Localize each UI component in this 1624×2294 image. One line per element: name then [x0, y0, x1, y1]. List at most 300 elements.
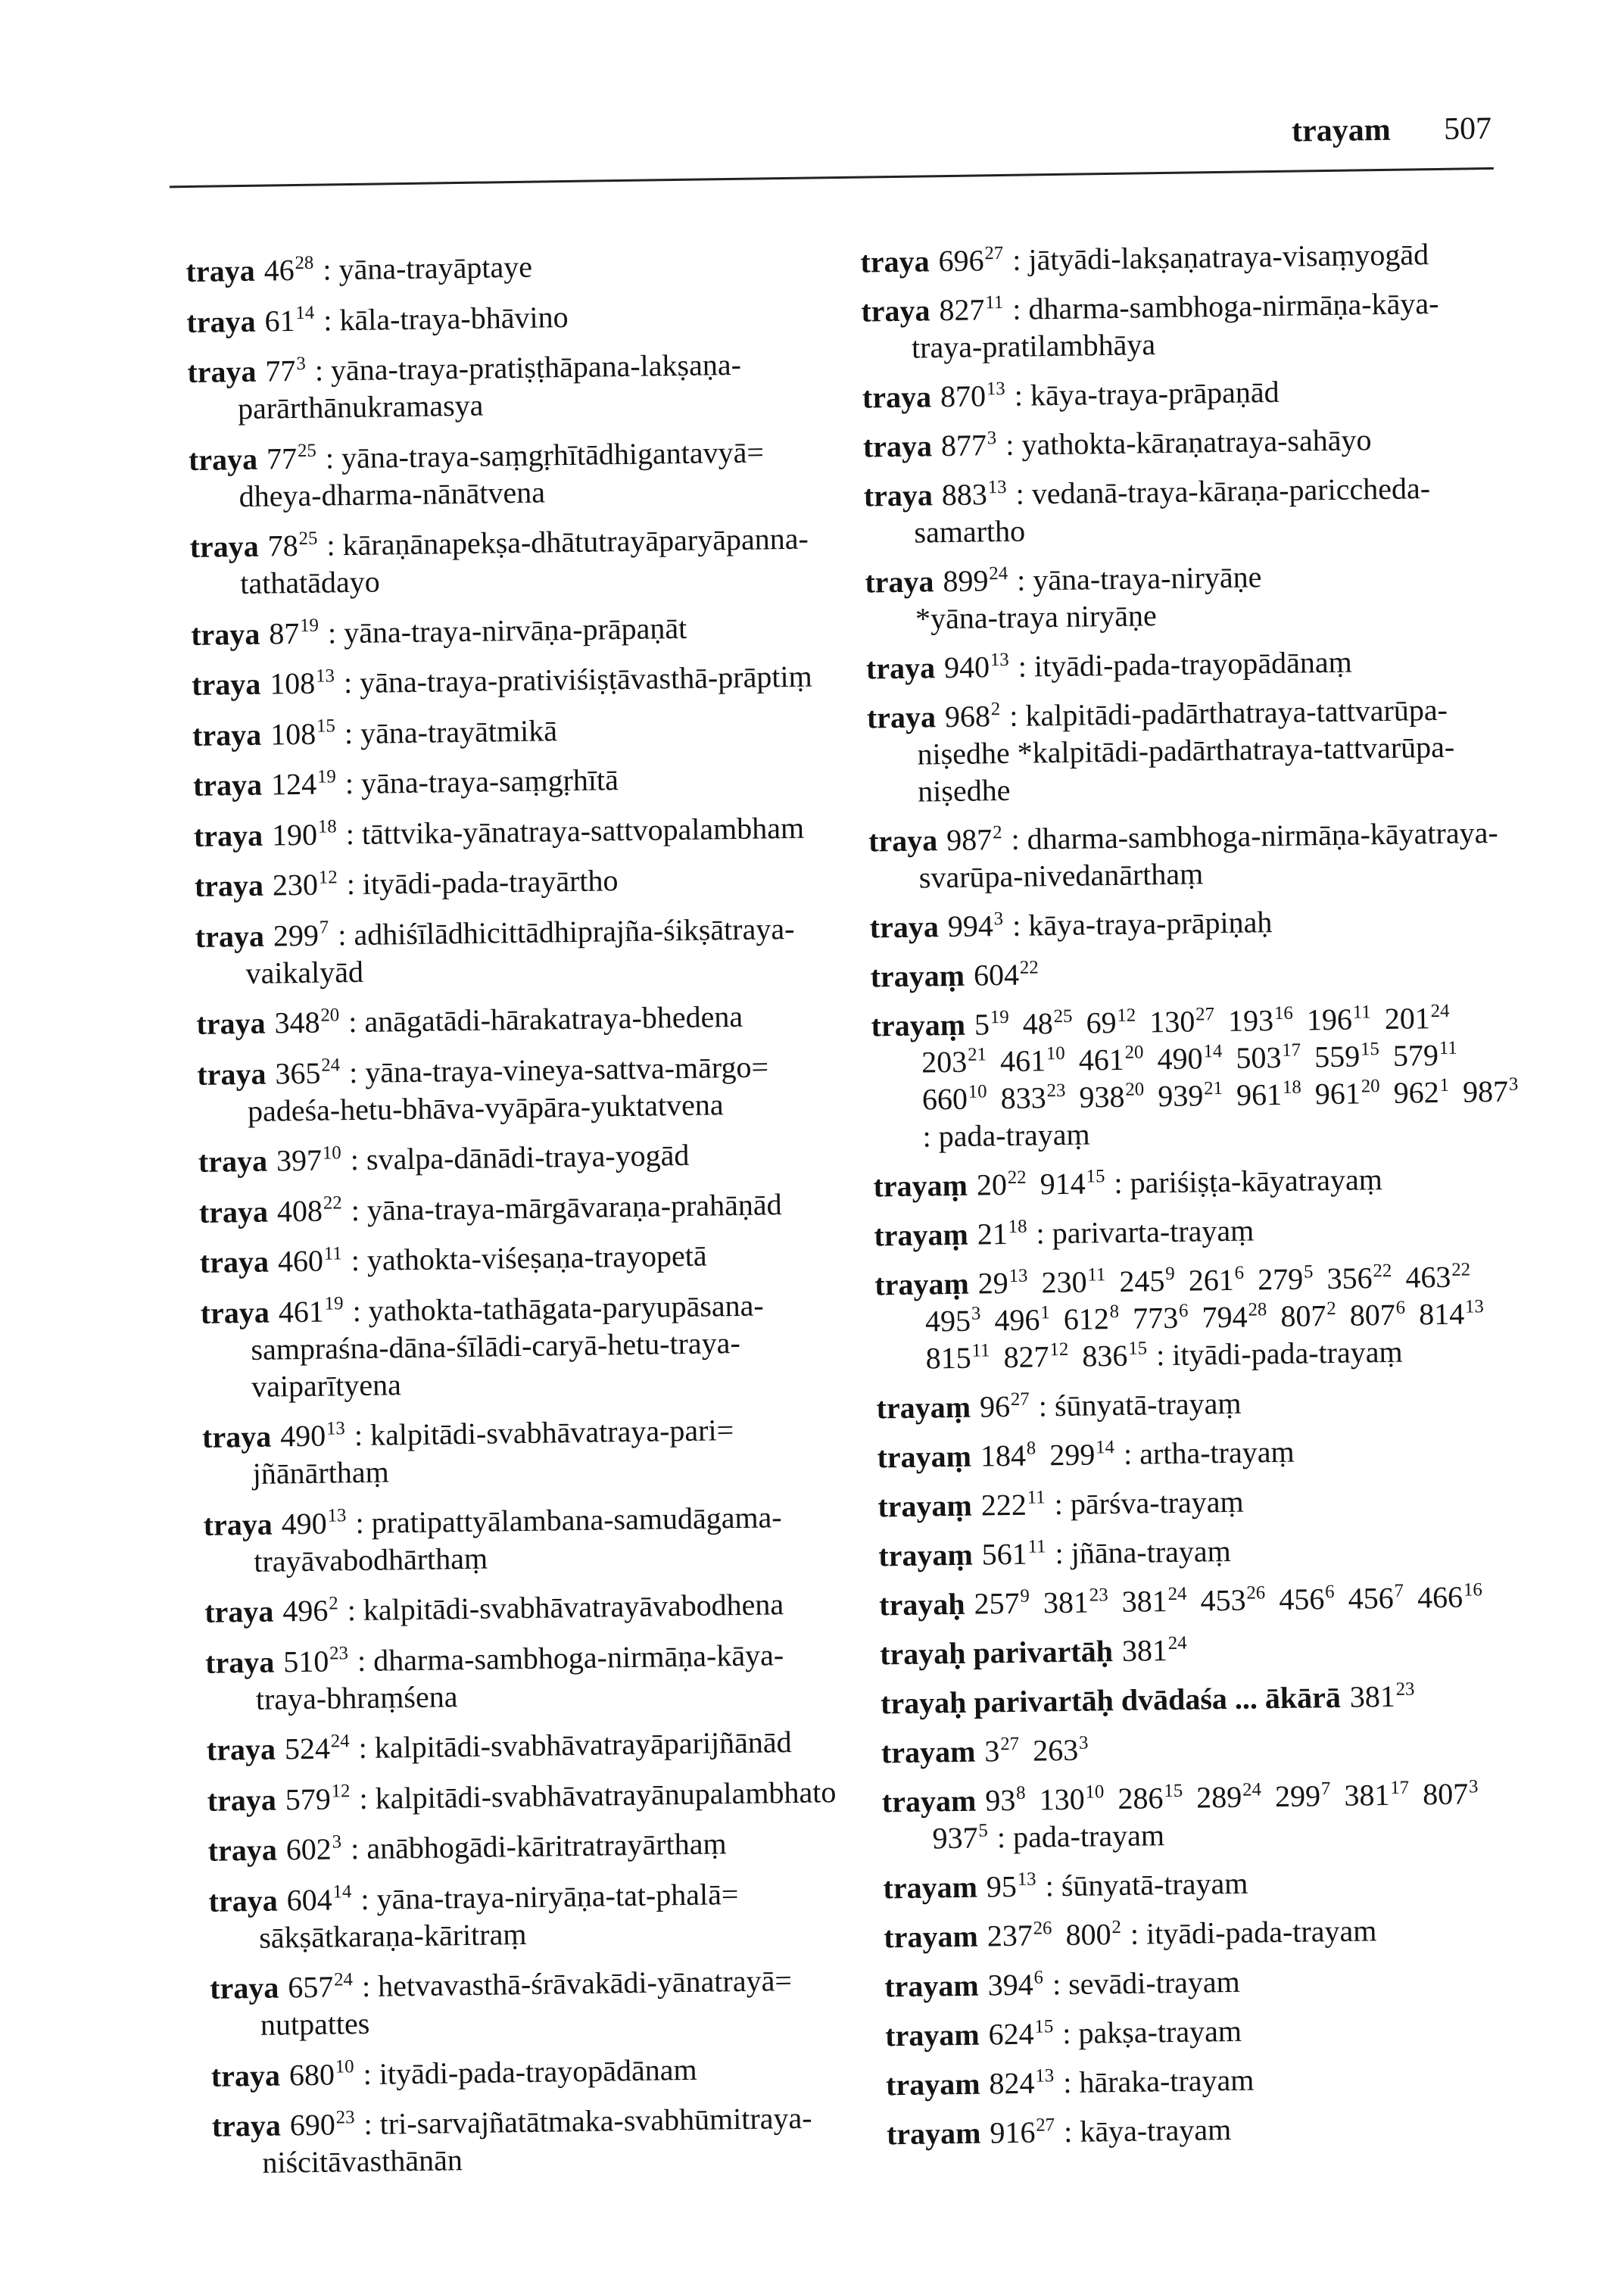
page-ref — [988, 2016, 1053, 2051]
ref-line-number: 14 — [332, 1881, 352, 1903]
ref-page-number: 773 — [1132, 1300, 1179, 1336]
index-entry — [881, 1725, 1556, 1771]
page-ref — [1384, 1001, 1449, 1036]
index-entry — [878, 1528, 1553, 1574]
ref-line-number: 19 — [316, 765, 336, 787]
entry-headword: traya — [862, 379, 932, 415]
ref-page-number: 987 — [1462, 1074, 1509, 1109]
entry-headword: traya — [201, 1419, 272, 1454]
entry-gloss: : artha-trayaṃ — [1123, 1434, 1295, 1471]
entry-gloss: : yāna-traya-pratiṣṭhāpana-lakṣaṇa- — [314, 347, 742, 388]
ref-page-number: 940 — [943, 650, 990, 685]
index-entry — [195, 859, 862, 905]
index-entry — [863, 468, 1538, 551]
entry-gloss: : dharma-sambhoga-nirmāṇa-kāyatraya- — [1011, 815, 1498, 856]
entry-headword: traya — [207, 1782, 277, 1818]
entry-gloss: traya-bhraṃśena — [255, 1678, 458, 1716]
entry-line — [207, 1772, 874, 1819]
ref-line-number: 11 — [1352, 1001, 1371, 1023]
ref-line-number: 6 — [1178, 1300, 1189, 1321]
ref-page-number: 279 — [1257, 1261, 1304, 1297]
ref-page-number: 987 — [946, 822, 993, 858]
ref-page-number: 286 — [1117, 1781, 1164, 1816]
index-entry — [885, 2008, 1560, 2054]
ref-page-number: 800 — [1065, 1917, 1111, 1953]
entry-gloss: jñānārthaṃ — [252, 1454, 389, 1491]
entry-gloss: : pada-trayam — [996, 1818, 1165, 1855]
entry-gloss: : anābhogādi-kāritratrayārthaṃ — [350, 1826, 727, 1866]
entry-line — [886, 2057, 1560, 2103]
page-ref — [1344, 1778, 1409, 1812]
index-entry — [877, 1479, 1552, 1525]
ref-page-number: 962 — [1393, 1075, 1439, 1110]
entry-gloss: *yāna-traya niryāṇe — [915, 598, 1158, 636]
ref-page-number: 503 — [1236, 1039, 1282, 1075]
entry-headword: traya — [206, 1731, 276, 1767]
entry-gloss: : sevādi-trayam — [1052, 1964, 1241, 2002]
index-entry — [867, 690, 1542, 810]
page-ref — [1275, 1778, 1331, 1813]
page-ref — [1121, 1584, 1186, 1619]
ref-line-number: 22 — [1451, 1259, 1471, 1280]
ref-page-number: 814 — [1418, 1296, 1465, 1332]
ref-line-number: 11 — [1087, 1264, 1106, 1286]
ref-page-number: 394 — [987, 1967, 1033, 2003]
page-ref — [1086, 1005, 1136, 1040]
page-ref — [1049, 1437, 1114, 1472]
entry-gloss: : parivarta-trayaṃ — [1036, 1213, 1255, 1251]
page-ref — [1158, 1078, 1223, 1113]
ref-line-number: 26 — [1033, 1917, 1052, 1939]
ref-page-number: 496 — [994, 1302, 1040, 1338]
page-ref — [1003, 1339, 1068, 1374]
ref-line-number: 24 — [1242, 1779, 1262, 1800]
entry-headword: traya — [195, 918, 265, 954]
entry-line — [869, 899, 1544, 946]
entry-headword: traya — [210, 2058, 281, 2093]
index-entry — [879, 1577, 1554, 1623]
ref-line-number: 27 — [1036, 2114, 1055, 2136]
page-ref — [1307, 1002, 1372, 1036]
entry-headword: traya — [866, 700, 937, 735]
ref-page-number: 916 — [990, 2115, 1036, 2150]
entry-line — [866, 641, 1541, 687]
entry-headword: traya — [861, 293, 930, 329]
ref-line-number: 8 — [1109, 1301, 1120, 1322]
entry-headword: traya — [190, 616, 260, 652]
index-entry — [210, 2048, 877, 2094]
ref-page-number: 108 — [269, 665, 316, 701]
entry-line — [863, 419, 1538, 465]
ref-page-number: 381 — [1349, 1678, 1396, 1714]
index-entry — [871, 998, 1547, 1155]
ref-page-number: 190 — [271, 817, 318, 852]
header-rule — [170, 167, 1494, 188]
page-ref — [271, 766, 336, 801]
page-ref — [1200, 1582, 1265, 1617]
entry-gloss: : yathokta-tathāgata-paryupāsana- — [352, 1288, 764, 1328]
entry-headword: trayam — [885, 2066, 980, 2102]
entry-headword: trayam — [886, 2115, 981, 2152]
entry-headword: traya — [211, 2108, 282, 2143]
entry-gloss: : śūnyatā-trayaṃ — [1038, 1385, 1242, 1423]
ref-page-number: 21 — [977, 1216, 1008, 1251]
ref-page-number: 579 — [1392, 1038, 1439, 1073]
entry-gloss: dheya-dharma-nānātvena — [238, 474, 546, 513]
entry-gloss: : ityādi-pada-trayopādānaṃ — [1018, 644, 1353, 684]
ref-line-number: 22 — [1007, 1167, 1027, 1188]
page-ref — [921, 1044, 987, 1079]
page-ref — [1000, 1043, 1065, 1078]
page-ref — [274, 1005, 339, 1039]
entry-line — [885, 2008, 1560, 2054]
ref-line-number: 2 — [1326, 1298, 1336, 1319]
ref-line-number: 10 — [968, 1080, 987, 1102]
page-ref — [289, 2057, 354, 2092]
entry-line — [879, 1577, 1554, 1623]
ref-page-number: 222 — [980, 1487, 1027, 1523]
entry-line — [870, 949, 1545, 995]
entry-headword: traya — [187, 354, 257, 390]
entry-gloss: niṣedhe — [917, 772, 1011, 809]
page-ref — [990, 2115, 1055, 2149]
entry-line — [194, 808, 861, 854]
ref-page-number: 381 — [1121, 1584, 1168, 1619]
ref-page-number: 833 — [1000, 1080, 1047, 1116]
page-ref — [1280, 1298, 1336, 1333]
entry-gloss: : anāgatādi-hārakatraya-bhedena — [348, 999, 743, 1039]
entry-gloss: : hetvavasthā-śrāvakādi-yānatrayā= — [361, 1963, 793, 2003]
entry-headword: trayam — [884, 1968, 979, 2004]
ref-page-number: 299 — [273, 918, 320, 952]
page-ref — [267, 441, 316, 475]
ref-page-number: 807 — [1422, 1776, 1469, 1812]
index-entry — [205, 1635, 872, 1718]
ref-page-number: 461 — [999, 1043, 1046, 1079]
ref-page-number: 807 — [1280, 1298, 1326, 1333]
ref-line-number: 13 — [1017, 1869, 1036, 1890]
page-ref — [1419, 1296, 1484, 1331]
ref-line-number: 20 — [320, 1004, 340, 1026]
ref-line-number: 15 — [1034, 2015, 1054, 2037]
index-entry — [877, 1429, 1551, 1476]
page-ref — [1349, 1679, 1414, 1714]
entry-gloss: : tri-sarvajñatātmaka-svabhūmitraya- — [363, 2100, 812, 2141]
index-entry — [874, 1257, 1550, 1377]
ref-line-number: 11 — [1027, 1535, 1046, 1557]
index-entry — [211, 2099, 878, 2182]
index-entry — [862, 369, 1537, 416]
ref-page-number: 490 — [281, 1506, 328, 1541]
ref-page-number: 356 — [1326, 1261, 1373, 1296]
page-ref — [1405, 1259, 1470, 1294]
index-entry — [195, 909, 862, 992]
page-ref — [1188, 1263, 1244, 1298]
entry-headword: traya — [209, 1970, 279, 2006]
entry-gloss: : kalpitādi-svabhāvatrayāparijñānād — [358, 1725, 792, 1766]
ref-line-number: 22 — [323, 1192, 342, 1214]
entry-gloss: : tāttvika-yānatraya-sattvopalambham — [345, 810, 805, 851]
page-ref — [977, 1217, 1027, 1251]
page-ref — [940, 379, 1005, 413]
ref-page-number: 299 — [1049, 1437, 1096, 1473]
entry-gloss: : yāna-traya-nirvāṇa-prāpaṇāt — [327, 610, 687, 650]
ref-page-number: 496 — [282, 1593, 329, 1629]
entry-gloss: : ityādi-pada-trayopādānam — [363, 2052, 697, 2091]
ref-line-number: 1 — [1439, 1074, 1450, 1096]
index-entry — [199, 1184, 866, 1230]
page-ref — [1063, 1301, 1119, 1336]
index-entry — [203, 1497, 870, 1580]
ref-page-number: 495 — [924, 1303, 971, 1339]
ref-line-number: 24 — [321, 1055, 341, 1076]
entry-headword: traya — [186, 304, 256, 339]
ref-page-number: 460 — [277, 1243, 324, 1279]
ref-line-number: 10 — [1046, 1043, 1065, 1064]
page-ref — [943, 563, 1008, 598]
ref-page-number: 20 — [976, 1167, 1008, 1202]
ref-line-number: 16 — [1273, 1002, 1293, 1024]
page-ref — [1279, 1582, 1335, 1616]
ref-page-number: 968 — [944, 699, 991, 734]
page-ref — [985, 1783, 1026, 1818]
page-ref — [276, 1142, 341, 1177]
page-ref — [277, 1193, 342, 1228]
ref-line-number: 15 — [316, 715, 336, 737]
ref-line-number: 23 — [1046, 1080, 1066, 1101]
entry-gloss: : pakṣa-trayam — [1062, 2013, 1242, 2051]
page-ref — [946, 822, 1002, 857]
entry-line — [195, 859, 862, 905]
ref-line-number: 15 — [1164, 1780, 1183, 1801]
index-entry — [883, 1860, 1557, 1906]
page-ref — [974, 1007, 1009, 1042]
ref-line-number: 19 — [324, 1293, 344, 1314]
entry-gloss: : kalpitādi-padārthatraya-tattvarūpa- — [1009, 692, 1448, 733]
ref-line-number: 18 — [1282, 1077, 1301, 1098]
page-ref — [1065, 1917, 1121, 1952]
entry-line — [199, 1235, 866, 1281]
ref-line-number: 9 — [1165, 1263, 1175, 1284]
ref-page-number: 827 — [939, 292, 985, 328]
ref-page-number: 657 — [287, 1969, 334, 2005]
ref-line-number: 16 — [1463, 1579, 1482, 1601]
ref-line-number: 24 — [1167, 1632, 1187, 1653]
ref-line-number: 24 — [1430, 1000, 1450, 1021]
page-ref — [1423, 1776, 1479, 1811]
page-ref — [281, 1506, 346, 1541]
page-ref — [1228, 1003, 1293, 1038]
ref-line-number: 13 — [990, 649, 1009, 670]
ref-line-number: 17 — [1282, 1039, 1301, 1061]
ref-page-number: 203 — [921, 1044, 968, 1080]
page-ref — [1039, 1781, 1104, 1816]
ref-page-number: 612 — [1063, 1301, 1110, 1336]
page-ref — [282, 1593, 338, 1628]
entry-gloss: : yāna-traya-prativiśiṣṭāvasthā-prāptiṃ — [343, 659, 812, 700]
ref-line-number: 11 — [1439, 1037, 1457, 1058]
page-ref — [944, 650, 1009, 684]
entry-line — [862, 369, 1537, 416]
ref-page-number: 794 — [1202, 1299, 1248, 1335]
page-ref — [987, 1869, 1036, 1904]
ref-line-number: 13 — [327, 1505, 347, 1526]
ref-line-number: 6 — [1395, 1297, 1406, 1318]
page-ref — [1463, 1074, 1519, 1109]
page-ref — [1348, 1581, 1404, 1616]
entry-headword: trayam — [881, 1783, 977, 1819]
page-ref — [942, 477, 1007, 512]
entry-headword: traya — [193, 818, 263, 853]
ref-line-number: 7 — [1320, 1778, 1331, 1799]
ref-line-number: 13 — [987, 476, 1007, 497]
ref-line-number: 18 — [1008, 1216, 1027, 1237]
page-ref — [1326, 1261, 1392, 1295]
page-ref — [1149, 1004, 1214, 1039]
ref-line-number: 3 — [296, 353, 306, 374]
ref-page-number: 961 — [1236, 1077, 1283, 1112]
ref-page-number: 824 — [989, 2065, 1035, 2101]
ref-page-number: 899 — [943, 563, 989, 599]
ref-page-number: 29 — [977, 1265, 1009, 1301]
ref-page-number: 381 — [1121, 1633, 1168, 1668]
entry-line — [877, 1479, 1552, 1525]
entry-headword: trayam — [881, 1734, 976, 1770]
index-entry — [881, 1675, 1555, 1722]
ref-line-number: 10 — [322, 1142, 341, 1164]
page-ref — [280, 1418, 345, 1453]
entry-headword: traya — [862, 429, 933, 464]
ref-line-number: 26 — [1246, 1582, 1266, 1604]
entry-gloss: : kāraṇānapekṣa-dhātutrayāparyāpanna- — [326, 521, 809, 563]
entry-line — [873, 1158, 1548, 1205]
page-ref — [1202, 1299, 1267, 1334]
index-entry — [189, 519, 856, 603]
page-ref — [987, 1918, 1052, 1953]
index-entry — [191, 606, 858, 653]
entry-line — [884, 1909, 1558, 1956]
ref-page-number: 196 — [1306, 1002, 1353, 1037]
index-entry — [887, 2106, 1561, 2152]
index-entry — [207, 1772, 874, 1819]
entry-headword: trayaḥ parivartāḥ — [879, 1634, 1114, 1672]
entry-gloss: trayāvabodhārthaṃ — [254, 1541, 488, 1579]
ref-page-number: 827 — [1003, 1339, 1049, 1375]
index-entry — [202, 1410, 869, 1493]
index-entry — [884, 1959, 1559, 2005]
ref-page-number: 561 — [981, 1536, 1028, 1572]
page-ref — [285, 1831, 341, 1866]
ref-line-number: 12 — [331, 1781, 351, 1802]
entry-headword: traya — [199, 1244, 270, 1279]
page-ref — [1082, 1338, 1147, 1373]
page-ref — [1022, 1006, 1072, 1041]
ref-line-number: 8 — [1026, 1438, 1036, 1459]
index-entry — [193, 758, 860, 804]
entry-line — [874, 1208, 1548, 1254]
ref-line-number: 11 — [971, 1339, 990, 1361]
ref-page-number: 5 — [974, 1007, 990, 1042]
index-entry — [873, 1158, 1548, 1205]
entry-gloss: : yāna-traya-saṃgṛhītādhigantavyā= — [325, 434, 765, 475]
page-ref — [974, 957, 1039, 992]
ref-line-number: 23 — [335, 2106, 355, 2128]
page-ref — [977, 1167, 1027, 1202]
entry-headword: trayaṃ — [877, 1438, 972, 1475]
ref-line-number: 13 — [315, 665, 335, 687]
ref-page-number: 961 — [1314, 1076, 1361, 1111]
index-entry — [194, 808, 861, 854]
ref-page-number: 937 — [932, 1820, 978, 1856]
entry-line — [193, 758, 860, 804]
ref-line-number: 23 — [329, 1643, 349, 1664]
ref-line-number: 12 — [1117, 1005, 1136, 1026]
ref-page-number: 130 — [1149, 1004, 1195, 1039]
entry-headword: traya — [204, 1594, 274, 1629]
entry-gloss: : dharma-sambhoga-nirmāṇa-kāya- — [357, 1637, 784, 1678]
entry-headword: trayaṃ — [871, 1007, 966, 1043]
page-ref — [1033, 1733, 1089, 1768]
index-entry — [187, 344, 854, 428]
ref-line-number: 2 — [990, 698, 1001, 719]
ref-page-number: 883 — [941, 477, 988, 513]
ref-page-number: 381 — [1043, 1585, 1089, 1620]
ref-line-number: 13 — [1464, 1295, 1485, 1317]
ref-line-number: 6 — [1324, 1581, 1335, 1602]
ref-line-number: 21 — [967, 1043, 987, 1065]
index-entry — [189, 432, 856, 515]
ref-page-number: 456 — [1279, 1582, 1325, 1617]
page-ref — [1393, 1038, 1458, 1073]
index-entry — [199, 1235, 866, 1281]
entry-line — [210, 2048, 877, 2094]
index-entry — [882, 1774, 1557, 1857]
index-entry — [880, 1626, 1554, 1672]
index-entry — [185, 244, 853, 290]
entry-headword: traya — [194, 868, 264, 903]
ref-page-number: 108 — [270, 716, 316, 752]
ref-line-number: 25 — [298, 528, 318, 549]
page-number: 507 — [1443, 111, 1492, 147]
entry-line — [887, 2106, 1561, 2152]
ref-line-number: 1 — [1040, 1301, 1050, 1323]
ref-page-number: 453 — [1200, 1582, 1246, 1618]
entry-line — [883, 1860, 1557, 1906]
entry-line — [877, 1429, 1551, 1476]
entry-gloss: vaikalyād — [245, 954, 364, 990]
entry-headword: trayaḥ — [878, 1586, 965, 1622]
ref-page-number: 815 — [925, 1340, 972, 1376]
ref-line-number: 12 — [318, 866, 338, 888]
entry-headword: trayam — [883, 1869, 978, 1906]
ref-page-number: 807 — [1349, 1297, 1396, 1332]
page-ref — [1236, 1077, 1301, 1112]
page-ref — [974, 1586, 1030, 1621]
ref-line-number: 27 — [984, 242, 1004, 263]
ref-line-number: 3 — [993, 908, 1004, 929]
entry-headword: trayaṃ — [877, 1488, 973, 1524]
page-ref — [980, 1438, 1036, 1473]
ref-line-number: 6 — [1033, 1967, 1044, 1988]
ref-line-number: 27 — [1195, 1003, 1215, 1025]
entry-headword: traya — [207, 1832, 278, 1868]
page-ref — [925, 1304, 981, 1339]
ref-page-number: 61 — [264, 303, 295, 338]
page-ref — [1258, 1261, 1314, 1296]
entry-gloss: : kāya-traya-prāpaṇād — [1014, 374, 1280, 413]
ref-page-number: 77 — [266, 441, 298, 476]
entry-gloss: : jñāna-trayaṃ — [1055, 1533, 1232, 1571]
